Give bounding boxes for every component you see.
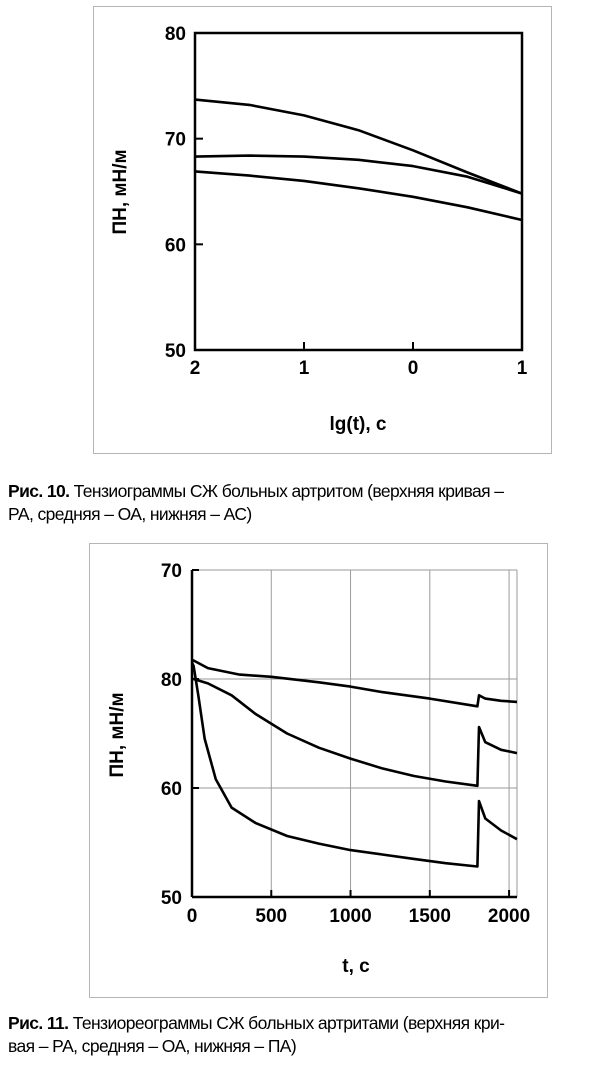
fig11-x-tick-label: 1500 xyxy=(408,906,451,927)
fig11-series-line-3 xyxy=(192,663,517,867)
fig11-x-tick-label: 2000 xyxy=(487,906,531,927)
fig10-plot-area xyxy=(195,33,522,350)
fig11-x-tick-label: 1000 xyxy=(329,906,372,927)
fig10-y-tick-label: 50 xyxy=(164,341,186,362)
fig11-series-line-1 xyxy=(192,661,517,707)
fig11-caption xyxy=(8,1012,600,1058)
fig11-y-tick-label: 70 xyxy=(160,561,182,582)
fig11-x-axis-label: t, c xyxy=(342,956,370,977)
fig10-y-axis-label: ПН, мН/м xyxy=(110,149,131,235)
fig10-x-tick-label: 1 xyxy=(516,358,528,379)
fig10-chart xyxy=(0,0,600,470)
fig11-y-tick-label: 60 xyxy=(160,779,182,800)
fig11-y-axis-label: ПН, мН/м xyxy=(107,692,128,778)
fig11-y-tick-label: 80 xyxy=(160,670,182,691)
fig10-x-axis-label: lg(t), c xyxy=(329,414,387,435)
fig10-y-tick-label: 70 xyxy=(164,129,186,151)
fig11-y-tick-label: 50 xyxy=(160,888,182,909)
fig10-caption-label: Рис. 10. xyxy=(8,481,70,501)
fig11-x-tick-label: 500 xyxy=(255,906,288,927)
fig10-caption-text: Тензиограммы СЖ больных артритом (верхняя кривая – xyxy=(69,481,504,501)
fig10-x-tick-label: 2 xyxy=(189,358,201,379)
fig11-series-line-2 xyxy=(192,679,517,786)
fig11-x-tick-label: 0 xyxy=(186,906,198,927)
fig11-caption-text: Тензиореограммы СЖ больных артритами (верхняя кри- xyxy=(68,1013,505,1033)
fig10-y-tick-label: 60 xyxy=(164,235,186,257)
fig11-chart xyxy=(0,540,600,1010)
fig11-caption-label: Рис. 11. xyxy=(8,1013,69,1033)
fig10-caption-text-2: РА, средняя – ОА, нижняя – АС) xyxy=(8,504,252,524)
fig10-x-tick-label: 0 xyxy=(407,358,419,379)
fig10-y-tick-label: 80 xyxy=(164,24,186,45)
fig11-caption-text-2: вая – РА, средняя – ОА, нижняя – ПА) xyxy=(8,1036,297,1056)
fig10-caption xyxy=(8,480,600,526)
fig10-x-tick-label: 1 xyxy=(298,358,310,379)
